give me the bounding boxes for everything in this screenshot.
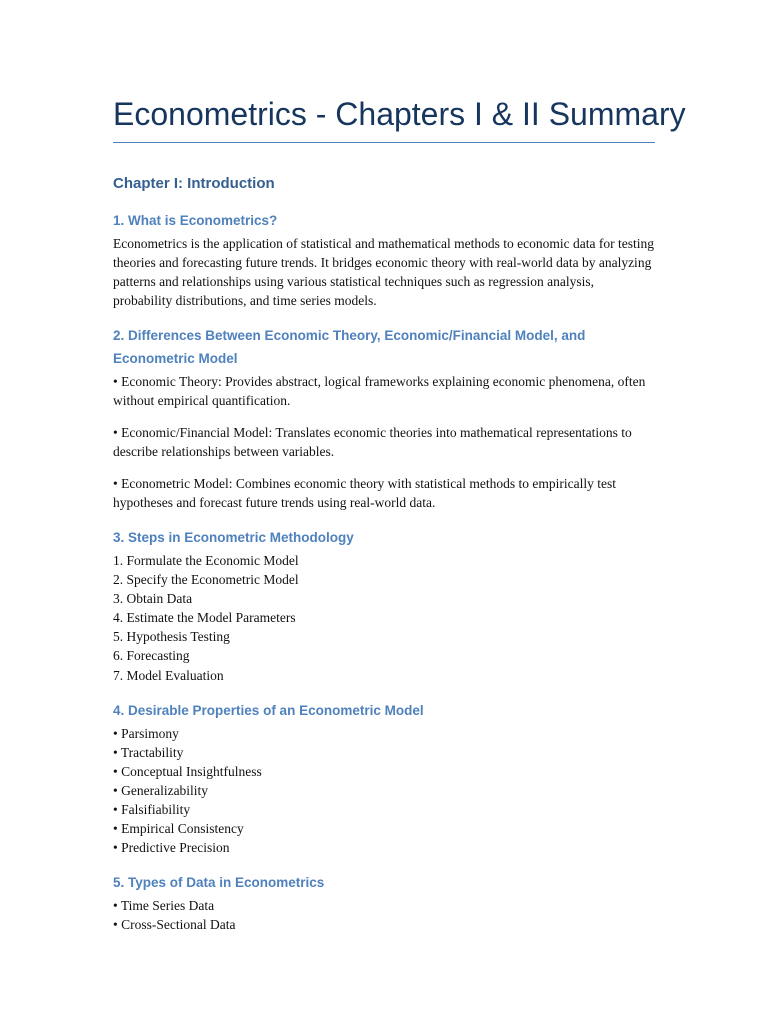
document-title: Econometrics - Chapters I & II Summary bbox=[113, 92, 655, 143]
list-item: 4. Estimate the Model Parameters bbox=[113, 610, 296, 626]
section-2-paragraph-financial-model: • Economic/Financial Model: Translates economic theories into mathematical representations to describe relationships between variables. bbox=[113, 425, 632, 459]
section-5-heading: 5. Types of Data in Econometrics bbox=[113, 875, 325, 891]
list-item: 5. Hypothesis Testing bbox=[113, 629, 230, 645]
list-item: 1. Formulate the Economic Model bbox=[113, 553, 299, 568]
section-2-paragraph-econometric-model: • Econometric Model: Combines economic theory with statistical methods to empirically test hypotheses and forecast future trends using real-world data. bbox=[113, 476, 616, 510]
desirable-properties-list bbox=[113, 724, 655, 858]
section-1-heading: 1. What is Econometrics? bbox=[113, 213, 278, 228]
list-item: • Cross-Sectional Data bbox=[113, 917, 236, 933]
list-item: • Predictive Precision bbox=[113, 840, 230, 856]
chapter-1-heading: Chapter I: Introduction bbox=[113, 175, 275, 192]
data-types-list bbox=[113, 896, 655, 934]
section-4-heading: 4. Desirable Properties of an Econometric Model bbox=[113, 702, 424, 718]
section-3-heading: 3. Steps in Econometric Methodology bbox=[113, 530, 354, 545]
list-item: 7. Model Evaluation bbox=[113, 667, 224, 683]
list-item: • Generalizability bbox=[113, 782, 209, 798]
list-item: • Empirical Consistency bbox=[113, 821, 244, 837]
section-2-heading: 2. Differences Between Economic Theory, Economic/Financial Model, and Econometric Model bbox=[113, 328, 586, 366]
list-item: 3. Obtain Data bbox=[113, 591, 193, 607]
list-item: • Conceptual Insightfulness bbox=[113, 763, 262, 779]
list-item: 6. Forecasting bbox=[113, 648, 190, 664]
document-page bbox=[113, 92, 686, 935]
list-item: 2. Specify the Econometric Model bbox=[113, 572, 299, 588]
section-2-paragraph-economic-theory: • Economic Theory: Provides abstract, logical frameworks explaining economic phenomena, often without empirical quantification. bbox=[113, 374, 646, 408]
methodology-steps-list bbox=[113, 551, 655, 685]
list-item: • Time Series Data bbox=[113, 898, 215, 914]
list-item: • Parsimony bbox=[113, 725, 179, 741]
section-1-paragraph: Econometrics is the application of statistical and mathematical methods to economic data for testing theories and forecasting future trends. It bridges economic theory with real-world data by analyzing patterns and relationships using various statistical techniques such as regression analysis, probability distributions, and time series models. bbox=[113, 236, 654, 308]
list-item: • Falsifiability bbox=[113, 802, 191, 818]
list-item: • Tractability bbox=[113, 744, 184, 760]
